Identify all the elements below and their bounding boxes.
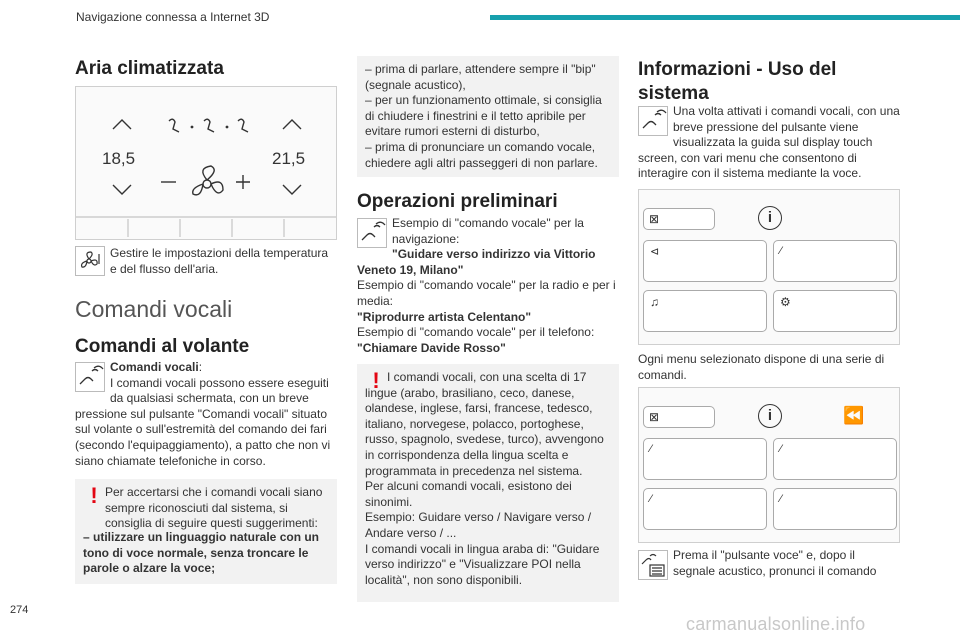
header-accent-bar xyxy=(490,15,960,20)
volante-block xyxy=(75,360,337,469)
warning-text: Per accertarsi che i comandi vocali siano sempre riconosciuti dal sistema, si consiglia di seguire questi suggerimenti: xyxy=(105,485,323,531)
ex2-text: Esempio di "comando vocale" per la radio e per i media: xyxy=(357,278,616,308)
prelim-title: Operazioni preliminari xyxy=(357,191,558,212)
climate-screen xyxy=(75,86,337,240)
ex3-bold: "Chiamare Davide Rosso" xyxy=(357,340,506,355)
info-block xyxy=(638,104,900,182)
phone-icon-1: ⁄ xyxy=(650,443,652,455)
voice-keyboard-icon xyxy=(638,550,668,580)
tips-box xyxy=(357,56,619,177)
examples-block xyxy=(357,216,619,356)
warning-bold-text: – utilizzare un linguaggio naturale con un tono di voce normale, senza troncare le parole o alzare la voce; xyxy=(83,530,320,576)
voice-close-button-2[interactable] xyxy=(643,406,715,428)
voice-menu-screen-1 xyxy=(638,189,900,345)
nav-voice-tile[interactable] xyxy=(643,240,767,282)
header-title: Navigazione connessa a Internet 3D xyxy=(76,10,270,24)
aria-title: Aria climatizzata xyxy=(75,58,224,79)
menu-text: Ogni menu selezionato dispone di una serie di comandi. xyxy=(638,352,885,382)
ex3-text: Esempio di "comando vocale" per il telefono: xyxy=(357,325,595,340)
clim-desc-row xyxy=(75,246,337,277)
volante-text: : I comandi vocali possono essere eseguiti da qualsiasi schermata, con un breve pressione sul pulsante "Comandi vocali" situato sul volante o sull'estremità del comando dei fari (secondo l'equipaggiamento), a patto che non vi siano chiamate telefoniche in corso. xyxy=(75,360,331,468)
airflow-feet-icon xyxy=(238,119,248,132)
command-tile-3[interactable] xyxy=(643,488,767,530)
info-icon[interactable]: i xyxy=(758,206,782,230)
warning-box-2 xyxy=(357,364,619,602)
temp-right-down-icon xyxy=(283,185,301,194)
press-text: Prema il "pulsante voce" e, dopo il segnale acustico, pronunci il comando xyxy=(673,548,877,578)
info-text: Una volta attivati i comandi vocali, con una breve pressione del pulsante viene visualizzata la guida sul display touch screen, con vari menu che consentono di interagire con il sistema mediante la voce. xyxy=(638,104,900,181)
phone-icon-2: ⁄ xyxy=(780,443,782,455)
voice-close-button[interactable] xyxy=(643,208,715,230)
phone-icon: ⁄ xyxy=(780,245,782,257)
warning2-text: I comandi vocali, con una scelta di 17 lingue (arabo, brasiliano, ceco, danese, olandese, inglese, farsi, francese, tedesco, italiano, norvegese, polacco, portoghese, russo, spagnolo, svedese, turco), avvengono in corrispondenza della lingua scelta e programmata in precedenza nel sistema. Per alcuni comandi vocali, esistono dei sinonimi. Esempio: Guidare verso / Navigare verso / Andare verso / ... I comandi vocali in lingua araba di: "Guidare verso indirizzo" e "Visualizzare POI nella località", non sono disponibili. xyxy=(365,370,604,587)
warning-icon-2: ! xyxy=(372,368,380,393)
back-icon[interactable]: ⏪ xyxy=(843,406,865,425)
tips-text: – prima di parlare, attendere sempre il "bip" (segnale acustico), – per un funzionamento ottimale, si consiglia di chiudere i finestrini e il tetto apribile per evitare rumori esterni di disturbo, – prima di pronunciare un comando vocale, chiedere agli altri passeggeri di non parlare. xyxy=(365,62,602,170)
phone-icon-3: ⁄ xyxy=(650,493,652,505)
close-icon: ⊠ xyxy=(649,212,660,226)
airflow-face-icon xyxy=(169,119,179,132)
gear-icon: ⚙ xyxy=(780,295,791,309)
comandi-vocali-title: Comandi vocali xyxy=(75,296,233,322)
volante-bold: Comandi vocali xyxy=(110,360,199,374)
climate-icon xyxy=(75,246,105,276)
comandi-volante-title: Comandi al volante xyxy=(75,336,250,357)
fan-plus-icon xyxy=(236,175,250,189)
temp-left-up-icon xyxy=(113,120,131,129)
voice-menu-screen-2 xyxy=(638,387,900,543)
ex1-bold: "Guidare verso indirizzo via Vittorio Veneto 19, Milano" xyxy=(357,247,596,277)
voice-command-icon-2 xyxy=(357,218,387,248)
voice-command-icon xyxy=(75,362,105,392)
close-icon-2: ⊠ xyxy=(649,410,660,424)
ex1-text: Esempio di "comando vocale" per la navigazione: xyxy=(392,216,584,246)
warning-icon: ! xyxy=(90,483,98,508)
voice-command-icon-3 xyxy=(638,106,668,136)
settings-voice-tile[interactable] xyxy=(773,290,897,332)
music-icon: ♫ xyxy=(650,295,659,309)
temp-right-value: 21,5 xyxy=(272,149,306,168)
page-number: 274 xyxy=(10,604,29,616)
clim-description: Gestire le impostazioni della temperatura e del flusso dell'aria. xyxy=(110,246,329,276)
temp-right-up-icon xyxy=(283,120,301,129)
press-block xyxy=(638,548,900,580)
airflow-face-feet-icon xyxy=(204,119,214,132)
watermark: carmanualsonline.info xyxy=(686,614,866,634)
phone-voice-tile[interactable] xyxy=(773,240,897,282)
info-title: Informazioni - Uso del sistema xyxy=(638,59,837,104)
command-tile-4[interactable] xyxy=(773,488,897,530)
temp-left-down-icon xyxy=(113,185,131,194)
command-tile-1[interactable] xyxy=(643,438,767,480)
temp-left-value: 18,5 xyxy=(102,149,136,168)
media-voice-tile[interactable] xyxy=(643,290,767,332)
ex2-bold: "Riprodurre artista Celentano" xyxy=(357,309,532,324)
command-tile-2[interactable] xyxy=(773,438,897,480)
phone-icon-4: ⁄ xyxy=(780,493,782,505)
info-icon-2[interactable]: i xyxy=(758,404,782,428)
navigation-icon: ⊲ xyxy=(650,246,660,258)
